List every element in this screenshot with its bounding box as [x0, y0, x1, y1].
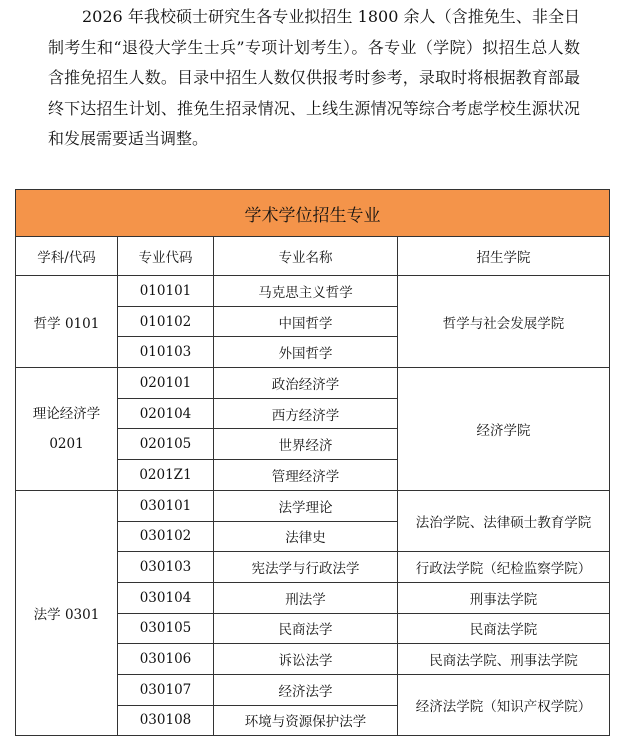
- major-code: 030105: [118, 613, 214, 644]
- college-cell: 民商法学院、刑事法学院: [398, 644, 610, 675]
- intro-paragraph: 2026 年我校硕士研究生各专业拟招生 1800 余人（含推免生、非全日制考生和“退役大学生士兵”专项计划考生）。各专业（学院）拟招生总人数含推免招生人数。目录中招生人数仅供报考时参考，录取时将根据教育部最终下达招生计划、推免生招录情况、上线生源情况等综合考虑学校生源状况和发展需要适当调整。: [48, 7, 580, 148]
- major-name: 法律史: [214, 521, 398, 552]
- college-cell: 刑事法学院: [398, 582, 610, 613]
- major-name: 中国哲学: [214, 306, 398, 337]
- major-name: 经济法学: [214, 674, 398, 705]
- header-discipline: 学科/代码: [16, 237, 118, 276]
- major-name: 外国哲学: [214, 337, 398, 368]
- major-code: 030101: [118, 490, 214, 521]
- discipline-cell: 法学 0301: [16, 490, 118, 736]
- discipline-code: 0201: [49, 435, 84, 452]
- major-code: 030103: [118, 552, 214, 583]
- major-name: 法学理论: [214, 490, 398, 521]
- major-code: 030104: [118, 582, 214, 613]
- major-name: 民商法学: [214, 613, 398, 644]
- college-cell: 民商法学院: [398, 613, 610, 644]
- major-name: 刑法学: [214, 582, 398, 613]
- major-code: 020101: [118, 368, 214, 399]
- college-cell: 经济法学院（知识产权学院）: [398, 674, 610, 735]
- major-code: 020104: [118, 398, 214, 429]
- major-code: 010103: [118, 337, 214, 368]
- major-code: 010102: [118, 306, 214, 337]
- table-header-row: [16, 237, 610, 276]
- table-row: [16, 490, 610, 521]
- college-cell: 哲学与社会发展学院: [398, 276, 610, 368]
- major-code: 020105: [118, 429, 214, 460]
- major-name: 马克思主义哲学: [214, 276, 398, 307]
- header-college: 招生学院: [398, 237, 610, 276]
- discipline-cell: 哲学 0101: [16, 276, 118, 368]
- major-name: 管理经济学: [214, 460, 398, 491]
- discipline-cell: [16, 368, 118, 491]
- major-name: 诉讼法学: [214, 644, 398, 675]
- major-name: 环境与资源保护法学: [214, 705, 398, 736]
- major-name: 政治经济学: [214, 368, 398, 399]
- header-major-code: 专业代码: [118, 237, 214, 276]
- major-code: 030102: [118, 521, 214, 552]
- college-cell: 法治学院、法律硕士教育学院: [398, 490, 610, 551]
- major-code: 030108: [118, 705, 214, 736]
- major-name: 宪法学与行政法学: [214, 552, 398, 583]
- major-code: 030107: [118, 674, 214, 705]
- college-cell: 经济学院: [398, 368, 610, 491]
- table-row: [16, 276, 610, 307]
- discipline-name: 理论经济学: [32, 405, 101, 422]
- major-code: 010101: [118, 276, 214, 307]
- major-code: 0201Z1: [118, 460, 214, 491]
- major-code: 030106: [118, 644, 214, 675]
- table-title-row: [16, 190, 610, 237]
- header-major-name: 专业名称: [214, 237, 398, 276]
- table-row: [16, 368, 610, 399]
- admissions-table: [15, 189, 610, 736]
- table-title: 学术学位招生专业: [16, 190, 610, 237]
- major-name: 世界经济: [214, 429, 398, 460]
- college-cell: 行政法学院（纪检监察学院）: [398, 552, 610, 583]
- major-name: 西方经济学: [214, 398, 398, 429]
